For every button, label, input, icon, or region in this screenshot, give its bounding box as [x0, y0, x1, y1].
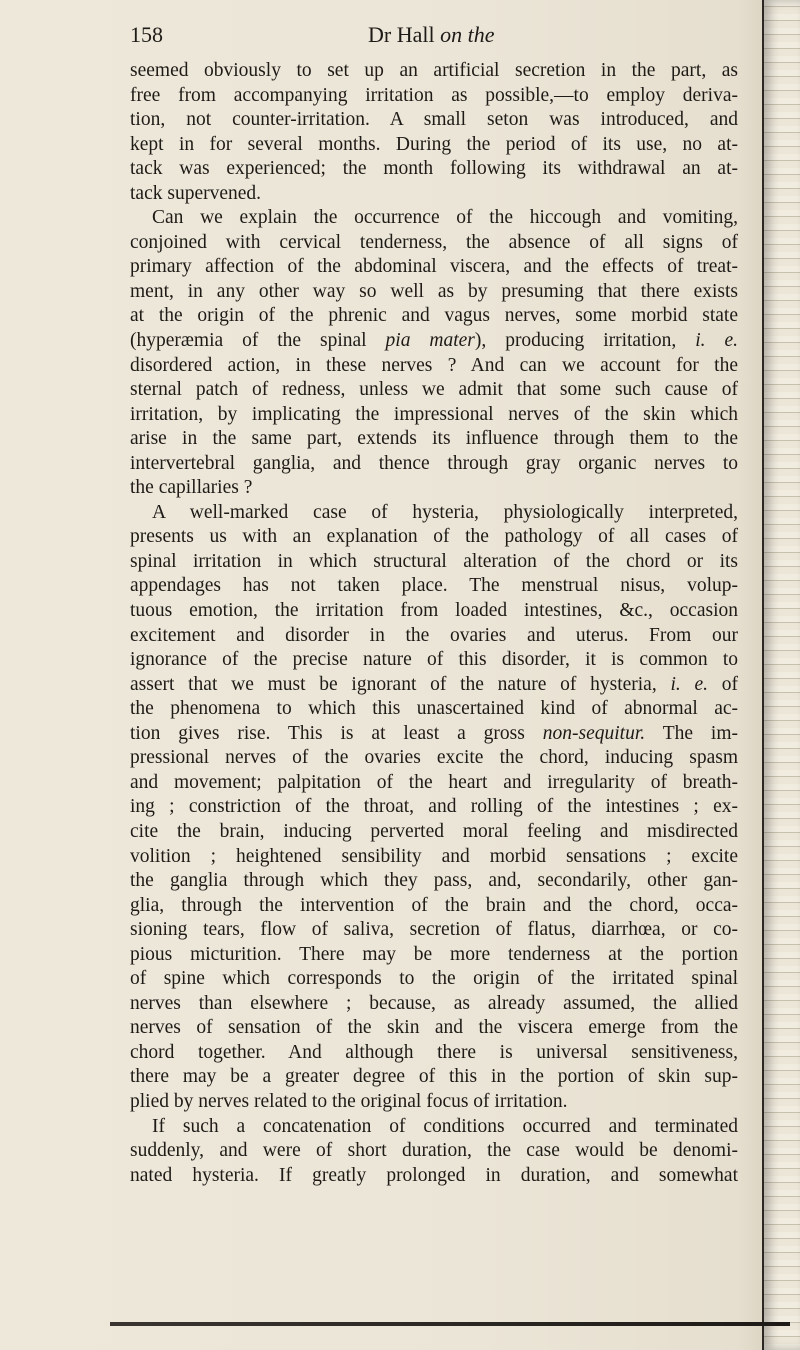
page-edge	[762, 0, 800, 1350]
text-line	[130, 869, 738, 894]
text-segment: there may be a greater degree of this in the portion of skin sup-	[130, 1066, 738, 1088]
text-line	[130, 746, 738, 771]
text-segment: cite the brain, inducing perverted moral feeling and misdirected	[130, 820, 738, 842]
text-line	[130, 280, 738, 305]
text-line	[130, 1016, 738, 1041]
text-segment: nerves than elsewhere ; because, as already assumed, the allied	[130, 992, 738, 1014]
italic-text: i. e.	[695, 330, 738, 352]
italic-text: non-sequitur.	[542, 722, 646, 744]
bottom-rule	[110, 1322, 790, 1326]
text-segment: ing ; constriction of the throat, and rolling of the intestines ; ex-	[130, 796, 738, 818]
text-segment: plied by nerves related to the original focus of irritation.	[130, 1090, 568, 1112]
text-line	[130, 1115, 738, 1140]
text-segment: seemed obviously to set up an artificial secretion in the part, as	[130, 60, 738, 81]
text-line	[130, 231, 738, 256]
text-segment: ), producing irritation,	[474, 330, 696, 352]
text-segment: tion gives rise. This is at least a gross	[130, 722, 543, 744]
running-header	[130, 20, 740, 54]
text-segment: arise in the same part, extends its influence through them to the	[130, 428, 738, 450]
text-line	[130, 84, 738, 109]
running-title-italic: on the	[440, 22, 495, 47]
text-line	[130, 403, 738, 428]
text-segment: A well-marked case of hysteria, physiologically interpreted,	[152, 501, 738, 523]
text-line	[130, 525, 738, 550]
text-segment: nated hysteria. If greatly prolonged in duration, and somewhat	[130, 1164, 738, 1186]
text-segment: the ganglia through which they pass, and, secondarily, other gan-	[130, 870, 738, 892]
text-segment: volition ; heightened sensibility and morbid sensations ; excite	[130, 845, 738, 867]
text-line	[130, 255, 738, 280]
text-segment: ment, in any other way so well as by presuming that there exists	[130, 280, 738, 302]
text-line	[130, 820, 738, 845]
text-line	[130, 329, 738, 354]
text-line	[130, 108, 738, 133]
text-line	[130, 550, 738, 575]
text-segment: excitement and disorder in the ovaries and uterus. From our	[130, 624, 738, 646]
text-line	[130, 648, 738, 673]
text-segment: the phenomena to which this unascertained kind of abnormal ac-	[130, 698, 738, 720]
text-segment: free from accompanying irritation as possible,—to employ deriva-	[130, 84, 738, 106]
text-line	[130, 795, 738, 820]
text-line	[130, 574, 738, 599]
text-line	[130, 1041, 738, 1066]
text-segment: The im-	[645, 722, 739, 744]
text-line	[130, 427, 738, 452]
running-title-roman: Dr Hall	[368, 22, 441, 47]
page-number: 158	[130, 22, 163, 47]
text-segment: presents us with an explanation of the pathology of all cases of	[130, 526, 738, 548]
text-line	[130, 697, 738, 722]
text-line	[130, 206, 738, 231]
text-line	[130, 673, 738, 698]
text-line	[130, 157, 738, 182]
text-segment: suddenly, and were of short duration, the case would be denomi-	[130, 1140, 738, 1162]
text-line	[130, 943, 738, 968]
text-line	[130, 722, 738, 747]
text-segment: tuous emotion, the irritation from loaded intestines, &c., occasion	[130, 600, 738, 622]
text-segment: of	[708, 673, 738, 695]
text-line	[130, 452, 738, 477]
italic-text: pia mater	[385, 330, 475, 352]
text-segment: kept in for several months. During the period of its use, no at-	[130, 133, 738, 155]
text-line	[130, 304, 738, 329]
text-line	[130, 771, 738, 796]
text-segment: assert that we must be ignorant of the nature of hysteria,	[130, 673, 671, 695]
text-line	[130, 501, 738, 526]
text-segment: intervertebral ganglia, and thence through gray organic nerves to	[130, 452, 738, 474]
text-line	[130, 894, 738, 919]
text-line	[130, 992, 738, 1017]
text-segment: of spine which corresponds to the origin of the irritated spinal	[130, 968, 738, 990]
text-line	[130, 599, 738, 624]
text-segment: appendages has not taken place. The menstrual nisus, volup-	[130, 575, 738, 597]
text-line	[130, 378, 738, 403]
text-line	[130, 59, 738, 84]
text-line	[130, 967, 738, 992]
running-title	[368, 22, 494, 48]
text-segment: at the origin of the phrenic and vagus nerves, some morbid state	[130, 305, 738, 327]
text-line	[130, 1164, 738, 1189]
text-segment: If such a concatenation of conditions occurred and terminated	[152, 1115, 738, 1137]
text-segment: tack was experienced; the month following its withdrawal an at-	[130, 158, 738, 180]
text-line	[130, 133, 738, 158]
text-segment: and movement; palpitation of the heart and irregularity of breath-	[130, 771, 738, 793]
text-line	[130, 1065, 738, 1090]
text-segment: pressional nerves of the ovaries excite the chord, inducing spasm	[130, 747, 738, 769]
text-segment: Can we explain the occurrence of the hiccough and vomiting,	[152, 207, 738, 229]
text-line	[130, 182, 738, 207]
text-segment: the capillaries ?	[130, 477, 253, 499]
text-segment: disordered action, in these nerves ? And can we account for the	[130, 354, 738, 376]
text-segment: conjoined with cervical tenderness, the absence of all signs of	[130, 231, 738, 253]
text-line	[130, 354, 738, 379]
text-line	[130, 845, 738, 870]
text-line	[130, 918, 738, 943]
text-segment: chord together. And although there is universal sensitiveness,	[130, 1041, 738, 1063]
text-segment: primary affection of the abdominal viscera, and the effects of treat-	[130, 256, 738, 278]
text-segment: tack supervened.	[130, 182, 262, 204]
text-line	[130, 1090, 738, 1115]
italic-text: i. e.	[670, 673, 709, 695]
text-segment: sternal patch of redness, unless we admit that some such cause of	[130, 379, 738, 401]
text-segment: pious micturition. There may be more tenderness at the portion	[130, 943, 738, 965]
text-line	[130, 624, 738, 649]
text-line	[130, 1139, 738, 1164]
body-text	[130, 59, 738, 1188]
text-segment: glia, through the intervention of the brain and the chord, occa-	[130, 894, 738, 916]
text-line	[130, 476, 738, 501]
text-segment: nerves of sensation of the skin and the viscera emerge from the	[130, 1017, 738, 1039]
text-segment: tion, not counter-irritation. A small seton was introduced, and	[130, 109, 738, 131]
text-segment: (hyperæmia of the spinal	[130, 330, 386, 352]
text-segment: ignorance of the precise nature of this disorder, it is common to	[130, 649, 738, 671]
text-segment: sioning tears, flow of saliva, secretion of flatus, diarrhœa, or co-	[130, 919, 738, 941]
text-segment: irritation, by implicating the impressional nerves of the skin which	[130, 403, 738, 425]
text-segment: spinal irritation in which structural alteration of the chord or its	[130, 550, 738, 572]
